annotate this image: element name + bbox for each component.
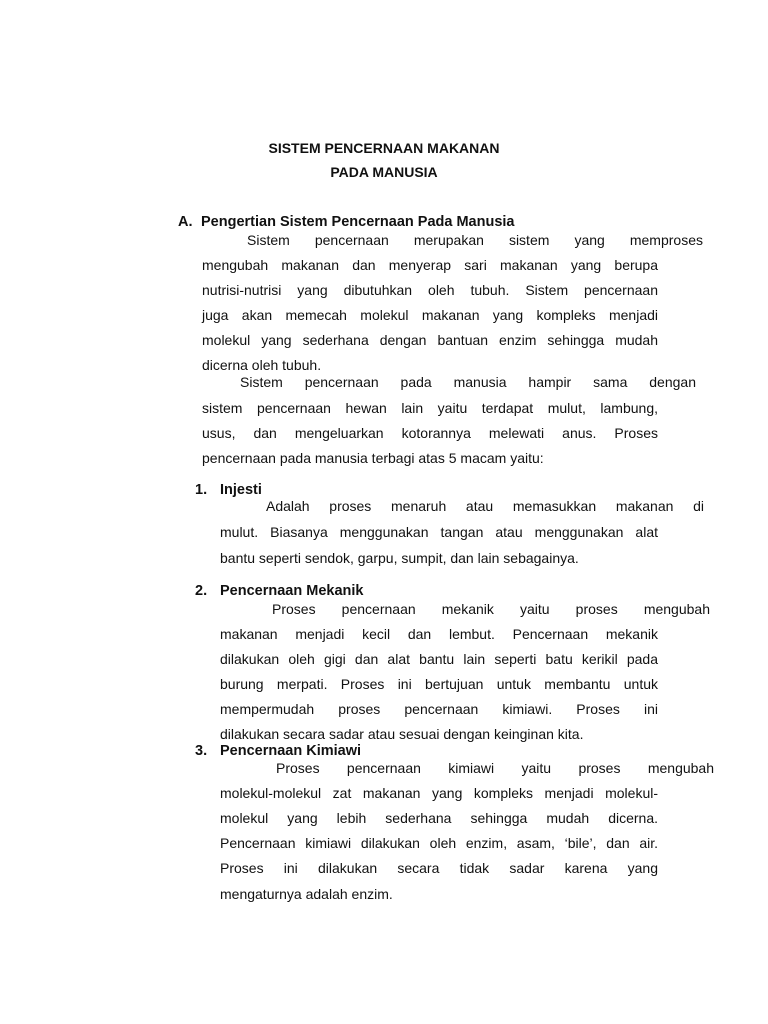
list-item-line: mengaturnya adalah enzim. <box>220 886 393 902</box>
list-item-number: 2. <box>195 583 208 599</box>
paragraph-line: Sistem pencernaan merupakan sistem yang memproses <box>247 232 703 248</box>
list-item-line: Adalah proses menaruh atau memasukkan makanan di <box>266 498 704 514</box>
section-a-letter: A. <box>178 214 193 230</box>
list-item-number: 3. <box>195 743 208 759</box>
list-item-line: burung merpati. Proses ini bertujuan untuk membantu untuk <box>220 676 658 692</box>
paragraph-line: sistem pencernaan hewan lain yaitu terdapat mulut, lambung, <box>202 400 658 416</box>
list-item-line: Proses pencernaan kimiawi yaitu proses mengubah <box>276 760 714 776</box>
list-item-line: dilakukan oleh gigi dan alat bantu lain seperti batu kerikil pada <box>220 651 658 667</box>
list-item-line: makanan menjadi kecil dan lembut. Pencernaan mekanik <box>220 626 658 642</box>
list-item-line: Pencernaan kimiawi dilakukan oleh enzim, asam, ‘bile’, dan air. <box>220 835 658 851</box>
list-item-line: mulut. Biasanya menggunakan tangan atau menggunakan alat <box>220 524 658 540</box>
list-item-title: Pencernaan Mekanik <box>220 583 364 599</box>
paragraph-line: dicerna oleh tubuh. <box>202 357 322 373</box>
list-item-number: 1. <box>195 482 208 498</box>
list-item-line: molekul yang lebih sederhana sehingga mudah dicerna. <box>220 810 658 826</box>
list-item-heading <box>195 742 361 760</box>
paragraph-line: usus, dan mengeluarkan kotorannya melewati anus. Proses <box>202 425 658 441</box>
document-title-line-2: PADA MANUSIA <box>330 164 438 180</box>
list-item-line: bantu seperti sendok, garpu, sumpit, dan lain sebagainya. <box>220 550 579 566</box>
paragraph-line: molekul yang sederhana dengan bantuan enzim sehingga mudah <box>202 332 658 348</box>
list-item-title: Injesti <box>220 482 262 498</box>
section-a-heading-text: Pengertian Sistem Pencernaan Pada Manusia <box>201 214 515 230</box>
paragraph-line: pencernaan pada manusia terbagi atas 5 macam yaitu: <box>202 450 544 466</box>
list-item-line: Proses pencernaan mekanik yaitu proses mengubah <box>272 601 710 617</box>
list-item-line: mempermudah proses pencernaan kimiawi. Proses ini <box>220 701 658 717</box>
list-item-title: Pencernaan Kimiawi <box>220 743 362 759</box>
list-item-line: dilakukan secara sadar atau sesuai dengan keinginan kita. <box>220 726 584 742</box>
paragraph-line: mengubah makanan dan menyerap sari makanan yang berupa <box>202 257 658 273</box>
list-item-heading <box>195 582 363 600</box>
section-a-heading <box>178 213 514 231</box>
document-title-line-1: SISTEM PENCERNAAN MAKANAN <box>268 140 500 156</box>
paragraph-line: nutrisi-nutrisi yang dibutuhkan oleh tubuh. Sistem pencernaan <box>202 282 658 298</box>
paragraph-line: Sistem pencernaan pada manusia hampir sama dengan <box>240 374 696 390</box>
paragraph-line: juga akan memecah molekul makanan yang kompleks menjadi <box>202 307 658 323</box>
list-item-line: Proses ini dilakukan secara tidak sadar karena yang <box>220 860 658 876</box>
list-item-line: molekul-molekul zat makanan yang kompleks menjadi molekul- <box>220 785 658 801</box>
